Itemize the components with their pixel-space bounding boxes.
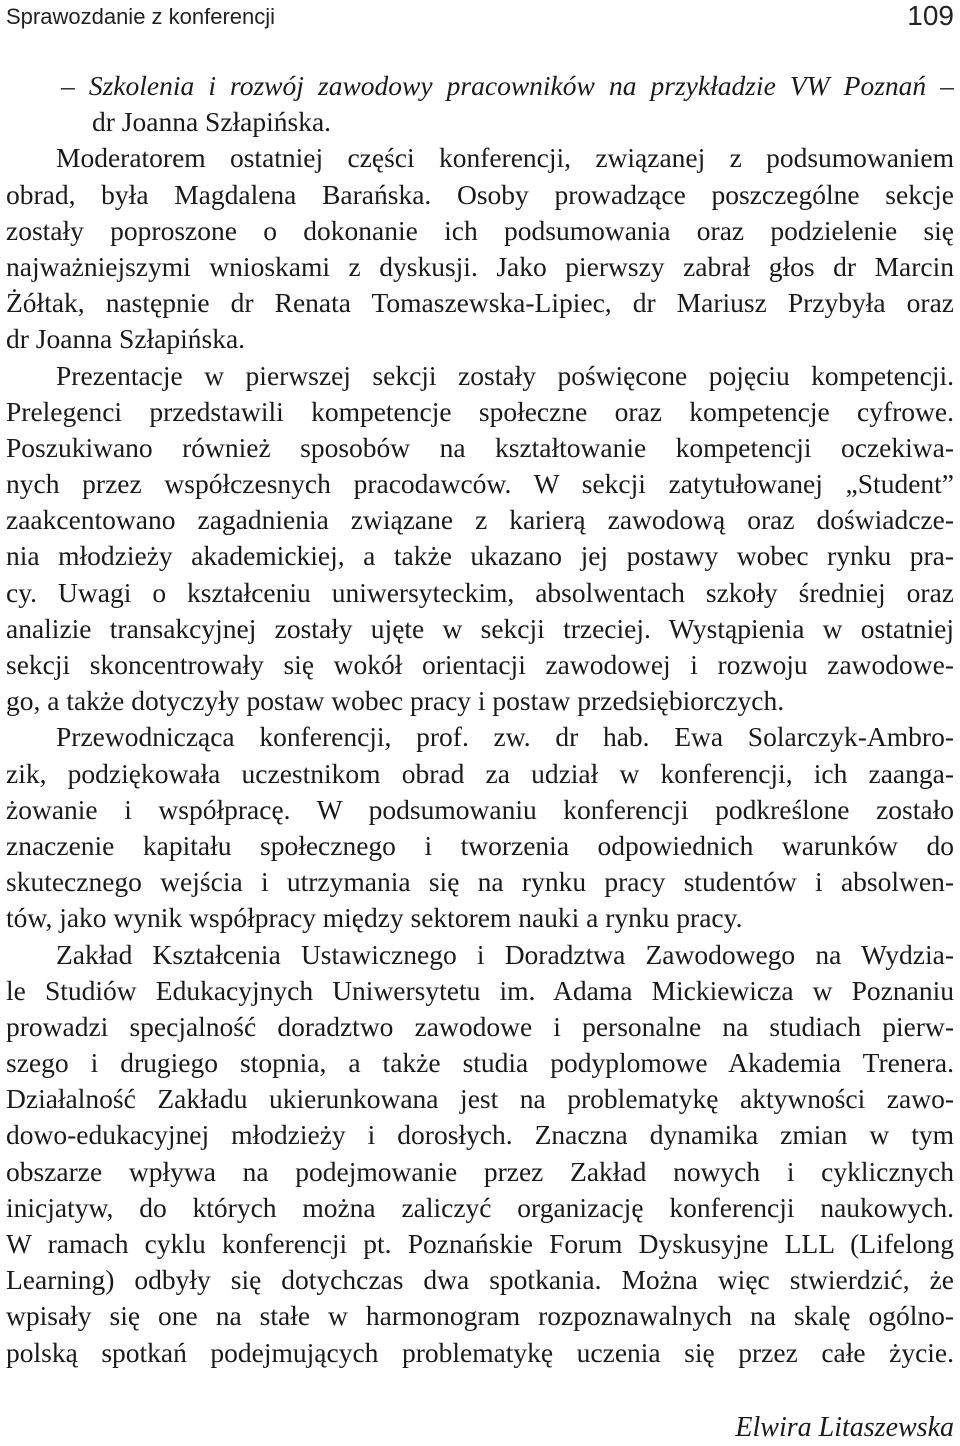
- paragraph-line: nych przez współczesnych pracodawców. W sekcji zatytułowanej „Student”: [6, 468, 954, 500]
- list-item-line: – Szkolenia i rozwój zawodowy pracowników na przykładzie VW Poznań –: [61, 70, 954, 101]
- paragraph-line: inicjatyw, do których można zaliczyć organizację konferencji naukowych.: [6, 1191, 954, 1223]
- paragraph-line: żowanie i współpracę. W podsumowaniu konferencji podkreślone zostało: [6, 793, 954, 825]
- paragraph-line: szego i drugiego stopnia, a także studia podyplomowe Akademia Trenera.: [6, 1047, 954, 1079]
- paragraph-line: le Studiów Edukacyjnych Uniwersytetu im. Adama Mickiewicza w Poznaniu: [6, 974, 954, 1006]
- paragraph-line: najważniejszymi wnioskami z dyskusji. Jako pierwszy zabrał głos dr Marcin: [6, 250, 954, 282]
- paragraph-line: sekcji skoncentrowały się wokół orientacji zawodowej i rozwoju zawodowe-: [6, 649, 954, 680]
- paragraph-line: Prelegenci przedstawili kompetencje społeczne oraz kompetencje cyfrowe.: [6, 395, 954, 427]
- paragraph-line: Zakład Kształcenia Ustawicznego i Doradztwa Zawodowego na Wydzia-: [56, 938, 954, 970]
- author-signature: Elwira Litaszewska: [735, 1412, 954, 1443]
- paragraph-line: Przewodnicząca konferencji, prof. zw. dr hab. Ewa Solarczyk-Ambro-: [56, 721, 954, 753]
- paragraph-line: zostały poproszone o dokonanie ich podsumowania oraz podzielenie się: [6, 214, 954, 246]
- paragraph-line: Żółtak, następnie dr Renata Tomaszewska-Lipiec, dr Mariusz Przybyła oraz: [6, 287, 954, 319]
- paragraph-line: zaakcentowano zagadnienia związane z karierą zawodową oraz doświadcze-: [6, 504, 954, 536]
- paragraph-line: Poszukiwano również sposobów na kształtowanie kompetencji oczekiwa-: [6, 431, 954, 463]
- paragraph-line: znaczenie kapitału społecznego i tworzenia odpowiednich warunków do: [6, 829, 954, 861]
- paragraph-line: W ramach cyklu konferencji pt. Poznańskie Forum Dyskusyjne LLL (Lifelong: [6, 1228, 954, 1259]
- paragraph-line: Learning) odbyły się dotychczas dwa spotkania. Można więc stwierdzić, że: [6, 1264, 954, 1296]
- paragraph-line: Działalność Zakładu ukierunkowana jest na problematykę aktywności zawo-: [6, 1083, 954, 1115]
- paragraph-line: tów, jako wynik współpracy między sektorem nauki a rynku pracy.: [6, 902, 743, 934]
- paragraph-line: polską spotkań podejmujących problematykę uczenia się przez całe życie.: [6, 1336, 954, 1368]
- running-header: [6, 0, 954, 34]
- body-text: [6, 68, 954, 1371]
- paragraph-line: Prezentacje w pierwszej sekcji zostały poświęcone pojęciu kompetencji.: [56, 359, 954, 391]
- paragraph-line: nia młodzieży akademickiej, a także ukazano jej postawy wobec rynku pra-: [6, 540, 954, 572]
- paragraph-line: dr Joanna Szłapińska.: [6, 323, 246, 355]
- paragraph-line: analizie transakcyjnej zostały ujęte w sekcji trzeciej. Wystąpienia w ostatniej: [6, 612, 954, 644]
- paragraph-line: go, a także dotyczyły postaw wobec pracy i postaw przedsiębiorczych.: [6, 685, 785, 717]
- paragraph-line: Moderatorem ostatniej części konferencji, związanej z podsumowaniem: [56, 142, 954, 174]
- paragraph-line: wpisały się one na stałe w harmonogram rozpoznawalnych na skalę ogólno-: [6, 1300, 954, 1332]
- paragraph-line: prowadzi specjalność doradztwo zawodowe i personalne na studiach pierw-: [6, 1010, 954, 1042]
- paragraph-line: cy. Uwagi o kształceniu uniwersyteckim, absolwentach szkoły średniej oraz: [6, 576, 954, 608]
- paragraph-line: zik, podziękowała uczestnikom obrad za udział w konferencji, ich zaanga-: [6, 757, 954, 789]
- paragraph-line: skutecznego wejścia i utrzymania się na rynku pracy studentów i absolwen-: [6, 866, 954, 898]
- paragraph-line: dowo-edukacyjnej młodzieży i dorosłych. Znaczna dynamika zmian w tym: [6, 1119, 954, 1151]
- paragraph-line: obszarze wpływa na podejmowanie przez Zakład nowych i cyklicznych: [6, 1155, 954, 1187]
- paragraph-line: obrad, była Magdalena Barańska. Osoby prowadzące poszczególne sekcje: [6, 178, 954, 210]
- running-title: Sprawozdanie z konferencji: [6, 4, 276, 29]
- list-item-line: dr Joanna Szłapińska.: [92, 106, 332, 138]
- page-number: 109: [907, 0, 954, 31]
